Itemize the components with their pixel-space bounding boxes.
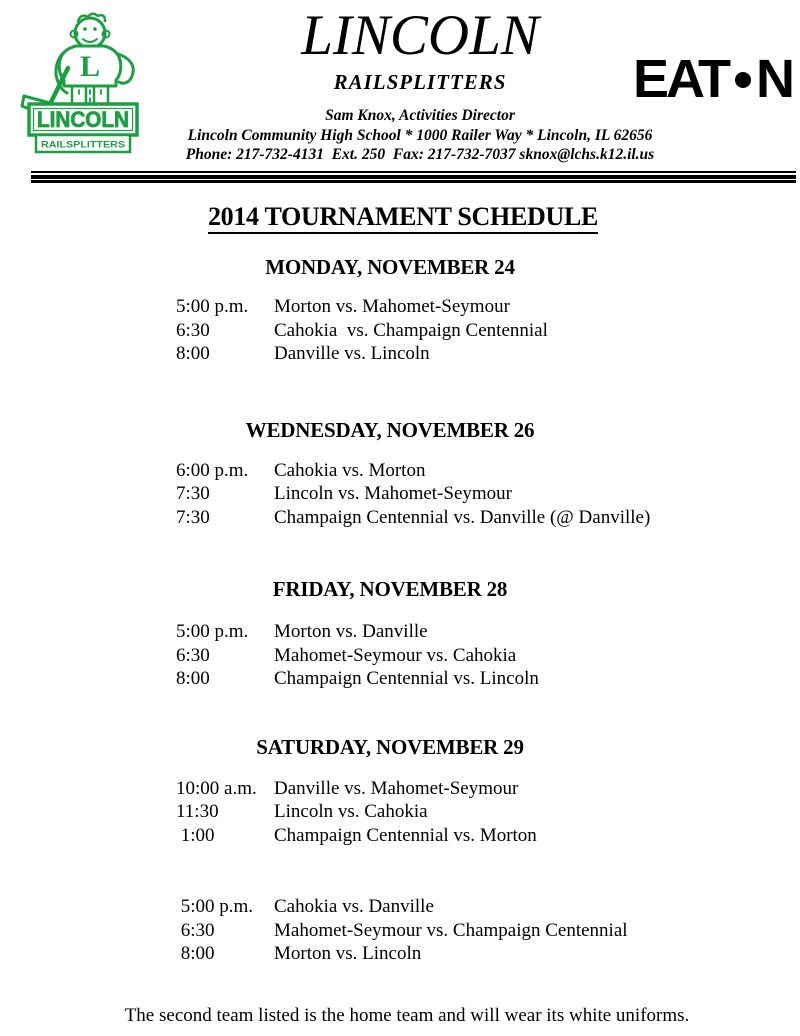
schedule-content xyxy=(0,203,800,967)
game-row xyxy=(176,778,800,802)
day-heading-friday: FRIDAY, NOVEMBER 28 xyxy=(272,577,508,601)
game-row xyxy=(176,320,800,344)
game-matchup: Champaign Centennial vs. Morton xyxy=(274,824,537,846)
eaton-logo xyxy=(633,49,792,109)
game-row xyxy=(176,801,800,825)
letterhead-divider xyxy=(31,171,796,183)
games-saturday-evening xyxy=(176,896,800,967)
game-row xyxy=(176,507,800,531)
eaton-dot-icon xyxy=(735,72,751,88)
game-matchup: Champaign Centennial vs. Lincoln xyxy=(274,668,539,689)
game-row xyxy=(176,668,800,692)
game-row xyxy=(176,343,800,367)
games-friday xyxy=(176,621,800,692)
game-matchup: Mahomet-Seymour vs. Champaign Centennial xyxy=(274,919,628,941)
game-row xyxy=(176,621,800,645)
game-time: 6:30 xyxy=(176,919,215,941)
game-matchup: Morton vs. Danville xyxy=(274,621,428,642)
game-matchup: Lincoln vs. Cahokia xyxy=(274,801,428,822)
game-time: 6:30 xyxy=(176,644,210,666)
games-monday xyxy=(176,296,800,367)
game-matchup: Lincoln vs. Mahomet-Seymour xyxy=(274,483,512,504)
director-line: Sam Knox, Activities Director xyxy=(325,107,515,124)
game-time: 5:00 p.m. xyxy=(176,896,254,917)
game-time: 10:00 a.m. xyxy=(176,777,257,799)
game-time: 6:00 p.m. xyxy=(176,459,249,481)
game-matchup: Danville vs. Mahomet-Seymour xyxy=(274,777,519,799)
game-row xyxy=(176,460,800,484)
game-matchup: Cahokia vs. Morton xyxy=(274,459,426,481)
game-time: 1:00 xyxy=(176,824,215,846)
contact-block xyxy=(40,106,800,165)
game-row xyxy=(176,825,800,849)
address-line: Lincoln Community High School * 1000 Railer Way * Lincoln, IL 62656 xyxy=(187,126,653,144)
game-time: 8:00 xyxy=(176,943,215,964)
game-matchup: Morton vs. Mahomet-Seymour xyxy=(274,296,510,317)
day-heading-wednesday: WEDNESDAY, NOVEMBER 26 xyxy=(245,417,535,442)
game-time: 7:30 xyxy=(176,506,210,528)
day-heading-monday: MONDAY, NOVEMBER 24 xyxy=(265,255,515,279)
game-matchup: Mahomet-Seymour vs. Cahokia xyxy=(274,644,517,666)
home-team-footnote: The second team listed is the home team and will wear its white uniforms. xyxy=(124,1005,690,1026)
game-time: 8:00 xyxy=(176,343,210,364)
game-time: 8:00 xyxy=(176,668,210,689)
eaton-logo-text-right: N xyxy=(756,49,792,109)
game-time: 6:30 xyxy=(176,319,210,341)
game-matchup: Morton vs. Lincoln xyxy=(274,943,422,964)
game-time: 11:30 xyxy=(176,801,219,822)
game-matchup: Cahokia vs. Danville xyxy=(274,896,434,917)
svg-text:LINCOLN: LINCOLN xyxy=(37,107,129,132)
phone-line: Phone: 217-732-4131 Ext. 250 Fax: 217-732-7037 sknox@lchs.k12.il.us xyxy=(185,146,655,163)
day-heading-saturday: SATURDAY, NOVEMBER 29 xyxy=(256,734,524,759)
game-row xyxy=(176,483,800,507)
schedule-title: 2014 TOURNAMENT SCHEDULE xyxy=(0,203,800,230)
game-time: 7:30 xyxy=(176,483,210,504)
game-matchup: Danville vs. Lincoln xyxy=(274,343,430,364)
game-time: 5:00 p.m. xyxy=(176,296,249,317)
game-row xyxy=(176,943,800,967)
game-time: 5:00 p.m. xyxy=(176,621,249,642)
game-matchup: Cahokia vs. Champaign Centennial xyxy=(274,319,548,341)
game-row xyxy=(176,920,800,944)
svg-text:RAILSPLITTERS: RAILSPLITTERS xyxy=(41,139,125,151)
game-row xyxy=(176,896,800,920)
eaton-logo-text-left: EAT xyxy=(633,49,728,109)
game-row xyxy=(176,296,800,320)
school-title: LINCOLN xyxy=(301,4,539,67)
game-matchup: Champaign Centennial vs. Danville (@ Danville) xyxy=(274,506,651,528)
logo-chest-letter: L xyxy=(79,50,101,83)
games-wednesday xyxy=(176,460,800,531)
games-saturday-morning xyxy=(176,778,800,849)
game-row xyxy=(176,645,800,669)
team-subtitle: RAILSPLITTERS xyxy=(333,70,507,94)
